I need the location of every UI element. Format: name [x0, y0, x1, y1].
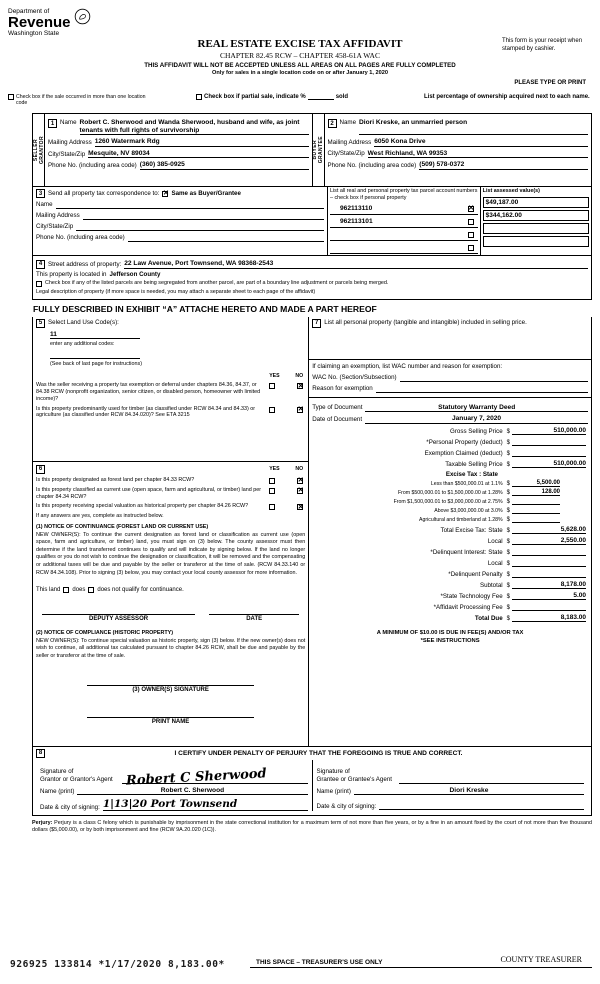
- agricultural-label: Agricultural and timberland at 1.28%: [419, 516, 503, 523]
- buyer-csz-value: West Richland, WA 99353: [368, 150, 588, 159]
- dollar-sign: $: [506, 571, 510, 578]
- date-city-label: Date & city of signing:: [40, 803, 100, 811]
- logo-dept-of: Department of: [8, 8, 50, 15]
- tier4-label: Above $3,000,000.00 at 3.0%: [434, 507, 503, 514]
- correspondence-block: [33, 187, 327, 255]
- exemption-deduct-label: Exemption Claimed (deduct): [424, 449, 503, 457]
- exemption-no-checkbox: [297, 383, 303, 389]
- form-header: [8, 6, 592, 92]
- total-excise-state-value: 5,628.00: [512, 526, 586, 534]
- state-technology-fee-label: *State Technology Fee: [440, 592, 503, 600]
- reason-exemption-label: Reason for exemption: [312, 384, 373, 392]
- continuance-qualify-row: [36, 587, 305, 593]
- perjury-label: Perjury:: [32, 820, 53, 827]
- total-excise-state-label: Total Excise Tax: State: [440, 526, 503, 534]
- subtotal-value: 8,178.00: [512, 581, 586, 589]
- land-use-code-field: 11: [50, 331, 140, 339]
- dor-seal-icon: [74, 8, 91, 25]
- question-timber: Is this property predominantly used for timber (as classified under RCW 84.34 and 84.33) or agriculture (as classified under RCW 84.34.020)? See ETA 3215: [36, 405, 256, 419]
- dollar-sign: $: [506, 527, 510, 534]
- notice-compliance-text: NEW OWNER(S): To continue special valuation as historic property, sign (3) below. If the new owner(s) does not wish to continue, all additional tax calculated pursuant to chapter 84.26 RCW, shall be due and payable by the seller or transferor at the time of sale.: [36, 637, 306, 659]
- forest-yes-checkbox: [269, 478, 275, 484]
- dollar-sign: $: [506, 461, 510, 468]
- tier2-value: 128.00: [512, 489, 560, 496]
- buyer-name-label: Name: [339, 119, 357, 126]
- personal-property-label: List all personal property (tangible and intangible) included in selling price.: [324, 318, 527, 326]
- date-label: DATE: [246, 616, 263, 623]
- dollar-sign: $: [506, 428, 510, 435]
- dollar-sign: $: [506, 549, 510, 556]
- grantor-signature-line: [122, 766, 308, 789]
- partial-sale-percent-field: [308, 94, 334, 100]
- section-4-number: 4: [36, 260, 45, 269]
- dollar-sign: $: [506, 498, 510, 505]
- personal-property-deduct-value: [512, 438, 586, 446]
- money-row: [312, 559, 586, 567]
- form-body: [32, 113, 592, 834]
- parcel-personal-checkbox: [468, 219, 474, 225]
- please-type-note: PLEASE TYPE OR PRINT: [514, 80, 586, 86]
- excise-tax-state-header: Excise Tax : State: [445, 470, 498, 478]
- logo-revenue: Revenue: [8, 14, 71, 31]
- section-1-seller-grantor: [33, 114, 312, 186]
- tier2-label: From $500,000.01 to $1,500,000.00 at 1.28%: [397, 489, 503, 496]
- name-print-label: Name (print): [40, 787, 75, 795]
- reason-exemption-field: [376, 385, 588, 393]
- grantor-signature-handwriting: Robert C Sherwood: [125, 766, 267, 789]
- seller-mailing-value: 1260 Watermark Rdg: [95, 138, 309, 147]
- money-row: [312, 526, 586, 534]
- segregated-label: Check box if any of the listed parcels are being segregated from another parcel, are part of a boundary line adjustment or parcels being merged.: [45, 280, 389, 287]
- dollar-sign: $: [506, 507, 510, 514]
- grantee-signature-line: [399, 766, 585, 784]
- additional-codes-label: enter any additional codes:: [50, 340, 115, 347]
- dollar-sign: $: [506, 450, 510, 457]
- county-treasurer-label: COUNTY TREASURER: [500, 955, 582, 964]
- question-historic: Is this property receiving special valuation as historical property per chapter 84.26 RCW?: [36, 503, 249, 510]
- forest-no-checkbox: [297, 478, 303, 484]
- question-row: [36, 487, 305, 501]
- segregated-checkbox: [36, 281, 42, 287]
- minimum-fee-note: A MINIMUM OF $10.00 IS DUE IN FEE(S) AND/OR TAX: [376, 629, 524, 636]
- tier-row: [312, 480, 586, 487]
- historic-yes-checkbox: [269, 504, 275, 510]
- buyer-phone-label: Phone No. (including area code): [327, 161, 417, 169]
- seller-phone-value: (360) 385-0925: [140, 161, 309, 170]
- money-row: [312, 537, 586, 545]
- money-row: [312, 460, 586, 468]
- partial-sale-option: [196, 94, 348, 100]
- no-header: NO: [295, 466, 304, 473]
- question-row: [36, 503, 305, 510]
- this-land-label: This land: [36, 587, 61, 594]
- current-use-yes-checkbox: [269, 488, 275, 494]
- tier1-label: Less than $500,000.01 at 1.1%: [430, 480, 503, 487]
- state-technology-fee-value: 5.00: [512, 592, 586, 600]
- section-4-property: [32, 256, 592, 300]
- parcel-row: [330, 243, 478, 254]
- local-tax-label: Local: [487, 537, 503, 545]
- timber-no-checkbox: [297, 407, 303, 413]
- seller-name-value: Robert C. Sherwood and Wanda Sherwood, husband and wife, as joint tenants with full rights of survivorship: [80, 119, 309, 135]
- see-instructions-note: *SEE INSTRUCTIONS: [420, 637, 480, 644]
- dollar-sign: $: [506, 538, 510, 545]
- print-name-label: PRINT NAME: [151, 718, 190, 725]
- dollar-sign: $: [506, 582, 510, 589]
- affidavit-processing-fee-value: [512, 603, 586, 611]
- notice-continuance-text: NEW OWNER(S): To continue the current designation as forest land or classification as current use (open space, farm and agriculture, or timber) land, you must sign on (3) below. The county assessor must then determine if the land transferred continues to qualify and will indicate by signing below. If the land no longer qualifies or you do not wish to continue the designation or classification, it will be removed and the compensating or additional taxes will be due and payable by the seller or transferor at the time of sale. (RCW 84.33.140 or RCW 84.34.108). Prior to signing (3) below, you may contact your local county assessor for more information.: [36, 531, 306, 576]
- signature-of-label: Signature of: [40, 768, 74, 776]
- date-line: [209, 605, 299, 615]
- money-row: [312, 570, 586, 578]
- wac-label: WAC No. (Section/Subsection): [312, 373, 397, 381]
- form-warning: THIS AFFIDAVIT WILL NOT BE ACCEPTED UNLESS ALL AREAS ON ALL PAGES ARE FULLY COMPLETED: [144, 62, 456, 69]
- parcel-personal-checkbox: [468, 206, 474, 212]
- section-6-designation: [33, 462, 308, 746]
- seller-mailing-label: Mailing Address: [48, 138, 92, 146]
- doc-type-value: Statutory Warranty Deed: [365, 404, 588, 413]
- grantee-signature-block: [312, 760, 589, 812]
- assessed-value: [483, 236, 589, 247]
- gross-selling-price-label: Gross Selling Price: [450, 427, 503, 435]
- buyer-csz-label: City/State/Zip: [327, 150, 365, 158]
- money-row: [312, 471, 586, 478]
- seller-csz-label: City/State/Zip: [48, 150, 86, 158]
- money-row: [312, 548, 586, 556]
- corr-name-label: Name: [36, 201, 53, 209]
- grantor-signature-block: [36, 760, 312, 812]
- located-county-value: Jefferson County: [109, 270, 161, 278]
- delinquent-interest-state-label: *Delinquent Interest: State: [430, 548, 503, 556]
- name-print-label: Name (print): [316, 787, 351, 795]
- street-address-value: 22 Law Avenue, Port Townsend, WA 98368-2543: [124, 260, 588, 269]
- buyer-role-label: BUYER: [312, 140, 318, 160]
- treasurer-footer: [8, 940, 592, 976]
- seller-side-label: [33, 114, 45, 186]
- dollar-sign: $: [506, 480, 510, 487]
- dollar-sign: $: [506, 560, 510, 567]
- tier3-label: From $1,500,000.01 to $3,000,000.00 at 2.75%: [393, 498, 503, 505]
- corr-csz-label: City/State/Zip: [36, 223, 74, 231]
- question-row: [36, 406, 305, 420]
- seller-phone-label: Phone No. (including area code): [48, 162, 137, 170]
- does-label: does: [72, 587, 86, 594]
- tier1-value: 5,500.00: [512, 480, 560, 487]
- located-in-label: This property is located in: [36, 270, 107, 278]
- money-row: [312, 449, 586, 457]
- local-tax-value: 2,550.00: [512, 537, 586, 545]
- land-use-label: Select Land Use Code(s):: [48, 319, 119, 327]
- top-options-row: [8, 94, 592, 110]
- exemption-yes-checkbox: [269, 383, 275, 389]
- section-2-number: 2: [328, 119, 337, 128]
- does-checkbox: [63, 587, 69, 593]
- perjury-text: Perjury is a class C felony which is punishable by imprisonment in the state correctional institution for a maximum term of not more than five years, or by a fine in an amount fixed by the court of not more than five thousand dollars ($5,000.00), or by both imprisonment and fine (RCW 9A.20.020 (1C)).: [32, 820, 592, 834]
- grantor-date-city-handwriting: 1|13|20 Port Townsend: [102, 798, 238, 811]
- multi-location-checkbox: [8, 94, 14, 100]
- assessed-value: [483, 223, 589, 234]
- grantee-agent-label: Grantee or Grantee's Agent: [316, 776, 392, 783]
- section-5-number: 5: [36, 319, 45, 328]
- seller-role-label: SELLER: [32, 138, 39, 162]
- total-due-value: 8,183.00: [512, 614, 586, 622]
- multi-location-option: [8, 94, 156, 106]
- buyer-side-label: [313, 114, 325, 186]
- money-row: [312, 603, 586, 611]
- section-6-number: 6: [36, 465, 45, 474]
- legal-description-label: Legal description of property (if more space is needed, you may attach a separate sheet to each page of the affidavit): [36, 289, 316, 295]
- section-7-tax-computation: [309, 317, 591, 746]
- owners-signature-block: [87, 675, 254, 693]
- tier-row: [312, 498, 586, 505]
- tier-row: [312, 507, 586, 514]
- footer-line: [250, 967, 592, 968]
- seller-csz-value: Mesquite, NV 89034: [88, 150, 308, 159]
- same-as-buyer-label: Same as Buyer/Grantee: [171, 189, 241, 197]
- notice-compliance-title: (2) NOTICE OF COMPLIANCE (HISTORIC PROPERTY): [36, 630, 174, 637]
- gross-selling-price-value: 510,000.00: [512, 427, 586, 435]
- cashier-receipt-stamp: 926925 133814 *1/17/2020 8,183.00*: [10, 959, 225, 970]
- owners-signature-label: (3) OWNER(S) SIGNATURE: [132, 686, 209, 693]
- money-row: [312, 427, 586, 435]
- grantee-date-city-field: [379, 798, 584, 810]
- wac-field: [400, 374, 588, 382]
- certification-statement: I CERTIFY UNDER PENALTY OF PERJURY THAT THE FOREGOING IS TRUE AND CORRECT.: [174, 749, 463, 757]
- dollar-sign: $: [506, 439, 510, 446]
- owners-signature-line: [87, 675, 254, 686]
- delinquent-penalty-value: [512, 570, 586, 578]
- perjury-notice: [32, 820, 592, 834]
- same-as-buyer-checkbox: [162, 191, 168, 197]
- corr-mailing-field: [83, 212, 324, 220]
- money-row: [312, 614, 586, 622]
- grantee-name-print-value: Diori Kreske: [354, 787, 584, 796]
- tier-row: [312, 489, 586, 496]
- parcel-personal-checkbox: [468, 245, 474, 251]
- corr-csz-field: [76, 223, 324, 231]
- print-name-block: [87, 707, 254, 725]
- question-forest-land: Is this property designated as forest land per chapter 84.33 RCW?: [36, 476, 195, 483]
- buyer-mailing-label: Mailing Address: [327, 138, 372, 146]
- corr-phone-field: [128, 234, 324, 242]
- delinquent-penalty-label: *Delinquent Penalty: [448, 570, 503, 578]
- deputy-assessor-signature-line: [42, 605, 195, 615]
- print-name-line: [87, 707, 254, 718]
- street-address-label: Street address of property:: [48, 260, 122, 268]
- parcel-numbers-column: [327, 187, 480, 255]
- question-exemption: Was the seller receiving a property tax exemption or deferral under chapters 84.36, 84.37, or 84.38 RCW (nonprofit organization, senior citizen, or disabled person, homeowner with limited income)?: [36, 382, 261, 402]
- date-city-label: Date & city of signing:: [316, 802, 377, 810]
- parcel-row: [330, 204, 478, 215]
- yes-header: YES: [269, 466, 280, 473]
- section-2-buyer-grantee: [312, 114, 592, 186]
- corr-mailing-label: Mailing Address: [36, 212, 80, 220]
- tier4-value: [512, 507, 560, 514]
- signature-of-label: Signature of: [316, 768, 350, 776]
- parcel-number: 962113101: [339, 218, 373, 225]
- parties-table: [32, 113, 592, 187]
- section-3-number: 3: [36, 189, 45, 198]
- timber-yes-checkbox: [269, 407, 275, 413]
- logo-washington-state: Washington State: [8, 30, 60, 37]
- assessed-column-header: List assessed value(s): [482, 188, 540, 194]
- dollar-sign: $: [506, 516, 510, 523]
- form-only-for-note: Only for sales in a single location code on or after January 1, 2020: [212, 70, 388, 76]
- taxable-selling-price-label: Taxable Selling Price: [445, 460, 503, 468]
- taxable-selling-price-value: 510,000.00: [512, 460, 586, 468]
- agricultural-value: [512, 516, 560, 523]
- form-title: REAL ESTATE EXCISE TAX AFFIDAVIT: [197, 38, 403, 50]
- grantor-agent-label: Grantor or Grantor's Agent: [40, 776, 113, 783]
- yes-header: YES: [269, 373, 280, 380]
- question-row: [36, 477, 305, 484]
- buyer-mailing-value: 6050 Kona Drive: [374, 138, 588, 147]
- grantee-role-label: GRANTEE: [318, 136, 324, 164]
- partial-sale-sold-label: sold: [335, 94, 349, 100]
- corr-phone-label: Phone No. (including area code): [36, 234, 125, 242]
- middle-columns: [32, 317, 592, 747]
- parcel-personal-checkbox: [468, 232, 474, 238]
- section-3-correspondence-parcels: [32, 187, 592, 256]
- parcel-number: 962113110: [339, 205, 373, 212]
- current-use-no-checkbox: [297, 488, 303, 494]
- doc-date-label: Date of Document: [312, 415, 363, 423]
- parcel-row: [330, 217, 478, 228]
- deputy-assessor-label: DEPUTY ASSESSOR: [89, 616, 149, 623]
- assessed-values-column: [480, 187, 591, 255]
- buyer-name-value: Diori Kreske, an unmarried person: [359, 119, 588, 135]
- subtotal-label: Subtotal: [479, 581, 503, 589]
- section-1-number: 1: [48, 119, 57, 128]
- grantor-role-label: GRANTOR: [38, 136, 45, 164]
- parcel-row: [330, 230, 478, 241]
- dollar-sign: $: [506, 604, 510, 611]
- seller-name-label: Name: [60, 119, 77, 126]
- doc-date-value: January 7, 2020: [365, 415, 588, 424]
- treasurer-space-label: THIS SPACE – TREASURER'S USE ONLY: [256, 959, 383, 966]
- section-8-certification: [32, 747, 592, 817]
- delinquent-interest-state-value: [512, 548, 586, 556]
- date-block: [209, 605, 299, 622]
- notice-continuance-title: (1) NOTICE OF CONTINUANCE (FOREST LAND OR CURRENT USE): [36, 524, 209, 530]
- assessed-value: $49,187.00: [483, 197, 589, 208]
- ownership-note: List percentage of ownership acquired next to each name.: [424, 94, 590, 100]
- dollar-sign: $: [506, 593, 510, 600]
- question-row: [36, 382, 305, 402]
- personal-property-field: [309, 330, 591, 360]
- section-7-number: 7: [312, 319, 321, 328]
- doc-type-label: Type of Document: [312, 404, 363, 412]
- assessed-value: $344,162.00: [483, 210, 589, 221]
- deputy-assessor-row: [36, 605, 305, 622]
- money-row: [312, 581, 586, 589]
- section-5-land-use: [33, 317, 308, 462]
- dor-logo: [8, 8, 91, 37]
- question-current-use: Is this property classified as current use (open space, farm and agricultural, or timber) land per chapter 84.34 RCW?: [36, 486, 262, 500]
- form-chapter: CHAPTER 82.45 RCW – CHAPTER 458-61A WAC: [220, 51, 380, 60]
- parcel-column-header: List all real and personal property tax parcel account numbers – check box if personal property: [329, 188, 478, 201]
- delinquent-interest-local-value: [512, 559, 586, 567]
- divider: [309, 397, 591, 398]
- if-yes-note: If any answers are yes, complete as instructed below.: [36, 513, 164, 520]
- affidavit-processing-fee-label: *Affidavit Processing Fee: [433, 603, 503, 611]
- money-row: [312, 438, 586, 446]
- dollar-sign: $: [506, 615, 510, 622]
- additional-codes-field: [50, 351, 140, 359]
- delinquent-interest-local-label: Local: [487, 559, 503, 567]
- exemption-claim-label: If claiming an exemption, list WAC number and reason for exemption:: [312, 362, 503, 370]
- tier3-value: [512, 498, 560, 505]
- does-not-checkbox: [88, 587, 94, 593]
- buyer-phone-value: (509) 578-0372: [419, 161, 588, 170]
- does-not-label: does not qualify for continuance.: [97, 587, 184, 594]
- title-block: [128, 38, 472, 76]
- deputy-assessor-block: [42, 605, 195, 622]
- section-8-number: 8: [36, 749, 45, 758]
- receipt-note: This form is your receipt when stamped by cashier.: [502, 38, 583, 52]
- see-back-note: (See back of last page for instructions): [50, 360, 142, 367]
- total-due-label: Total Due: [474, 614, 503, 622]
- legal-description-value: FULLY DESCRIBED IN EXHIBIT “A” ATTACHE HERETO AND MADE A PART HEREOF: [33, 303, 377, 314]
- tier-row: [312, 516, 586, 523]
- exemption-deduct-value: [512, 449, 586, 457]
- no-header: NO: [295, 373, 304, 380]
- partial-sale-checkbox: [196, 94, 202, 100]
- dollar-sign: $: [506, 489, 510, 496]
- multi-location-label: Check box if the sale occurred in more than one location code: [16, 94, 146, 107]
- partial-sale-label: Check box if partial sale, indicate %: [204, 94, 306, 100]
- money-row: [312, 592, 586, 600]
- grantor-name-print-value: Robert C. Sherwood: [77, 787, 307, 796]
- historic-no-checkbox: [297, 504, 303, 510]
- corr-name-field: [56, 201, 324, 209]
- personal-property-deduct-label: *Personal Property (deduct): [426, 438, 503, 446]
- send-correspondence-label: Send all property tax correspondence to:: [48, 189, 160, 197]
